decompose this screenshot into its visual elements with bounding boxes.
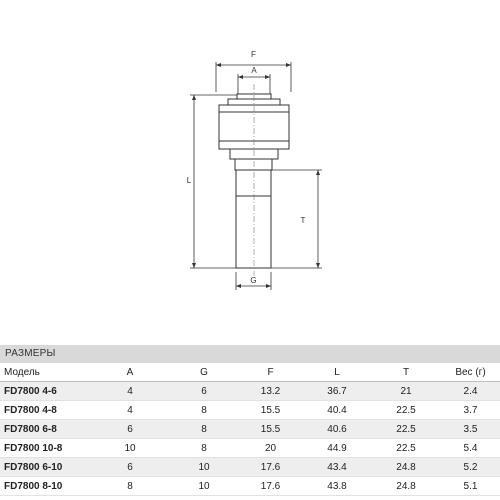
cell-weight: 5.4 [441,439,500,458]
cell-f: 13.2 [238,382,303,401]
dim-label-l: L [186,176,192,185]
cell-l: 40.4 [303,401,371,420]
cell-l: 44.9 [303,439,371,458]
cell-l: 40.6 [303,420,371,439]
cell-l: 43.8 [303,477,371,496]
cell-weight: 5.2 [441,458,500,477]
cell-t: 22.5 [371,439,441,458]
cell-t: 22.5 [371,401,441,420]
fitting-neck [235,159,272,170]
table-row [0,477,500,496]
cell-weight: 2.4 [441,382,500,401]
cell-weight: 3.7 [441,401,500,420]
cell-a: 8 [90,477,170,496]
header-a: A [90,363,170,382]
table-row [0,458,500,477]
cell-l: 36.7 [303,382,371,401]
table-header-row [0,363,500,382]
cell-model: FD7800 8-10 [0,477,90,496]
cell-g: 10 [170,477,238,496]
cell-g: 10 [170,458,238,477]
cell-weight: 5.1 [441,477,500,496]
header-model: Модель [0,363,90,382]
header-g: G [170,363,238,382]
header-weight: Вес (г) [441,363,500,382]
cell-a: 10 [90,439,170,458]
cell-g: 8 [170,401,238,420]
table-row [0,382,500,401]
cell-a: 6 [90,458,170,477]
header-t: T [371,363,441,382]
cell-a: 4 [90,401,170,420]
table-row [0,401,500,420]
cell-f: 15.5 [238,420,303,439]
table-row [0,420,500,439]
cell-f: 17.6 [238,458,303,477]
dim-label-g: G [250,276,257,285]
cell-t: 24.8 [371,477,441,496]
cell-g: 6 [170,382,238,401]
cell-t: 21 [371,382,441,401]
cell-model: FD7800 6-10 [0,458,90,477]
dimensions-table [0,363,500,496]
cell-model: FD7800 4-8 [0,401,90,420]
cell-t: 22.5 [371,420,441,439]
cell-g: 8 [170,420,238,439]
header-l: L [303,363,371,382]
dimensions-section [0,345,500,496]
cell-a: 4 [90,382,170,401]
section-title: РАЗМЕРЫ [0,345,500,363]
cell-g: 8 [170,439,238,458]
cell-model: FD7800 6-8 [0,420,90,439]
dim-label-t: T [300,216,306,225]
cell-f: 17.6 [238,477,303,496]
table-row [0,439,500,458]
cell-t: 24.8 [371,458,441,477]
cell-model: FD7800 10-8 [0,439,90,458]
header-f: F [238,363,303,382]
cell-f: 20 [238,439,303,458]
cell-f: 15.5 [238,401,303,420]
dim-label-f: F [251,50,256,59]
fitting-stem [236,170,271,268]
cell-model: FD7800 4-6 [0,382,90,401]
cell-a: 6 [90,420,170,439]
dim-label-a: A [251,66,257,75]
cell-l: 43.4 [303,458,371,477]
cell-weight: 3.5 [441,420,500,439]
